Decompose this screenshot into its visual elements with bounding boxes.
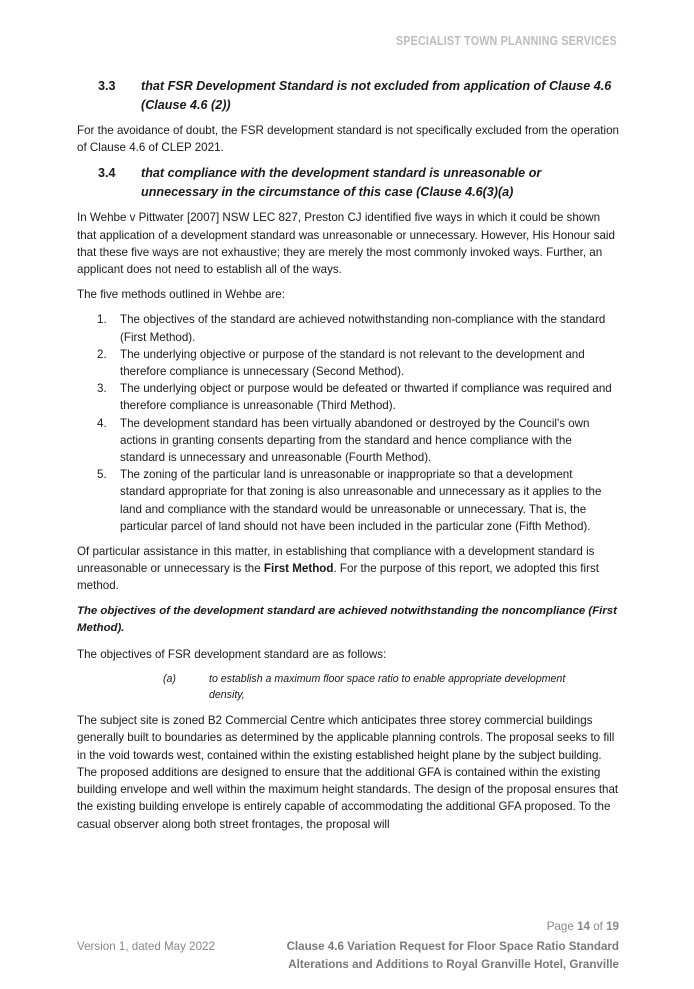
paragraph-wehbe-intro: In Wehbe v Pittwater [2007] NSW LEC 827, Preston CJ identified five ways in which it could be shown that application of a development standard was unreasonable or unnecessary. However, His Honour said that these five ways are not exhaustive; they are merely the most commonly invoked ways. Further, an applicant does not need to establish all of the ways. bbox=[77, 211, 615, 277]
text-run: . For the purpose of this report, we adopted this first method. bbox=[77, 562, 599, 593]
list-number: 5. bbox=[97, 468, 107, 482]
list-number: 4. bbox=[97, 416, 107, 430]
list-item bbox=[77, 311, 619, 345]
list-item bbox=[77, 415, 619, 467]
bold-first-method: First Method bbox=[263, 562, 334, 576]
list-item bbox=[77, 380, 619, 414]
list-text: The underlying objective or purpose of the standard is not relevant to the development and therefore compliance is unnecessary (Second Method). bbox=[120, 347, 585, 379]
header-brand: SPECIALIST TOWN PLANNING SERVICES bbox=[396, 34, 617, 48]
list-item bbox=[77, 346, 619, 380]
list-text: The objectives of the standard are achieved notwithstanding non-compliance with the standard (First Method). bbox=[120, 313, 606, 344]
page-prefix: Page bbox=[546, 920, 578, 933]
section-title: that FSR Development Standard is not excluded from application of Clause 4.6 (Clause 4.6 (2)) bbox=[141, 79, 612, 112]
document-title-line-2: Alterations and Additions to Royal Granville Hotel, Granville bbox=[288, 958, 619, 971]
section-3-3-heading bbox=[77, 77, 619, 115]
section-title: that compliance with the development standard is unreasonable or unnecessary in the circumstance of this case (Clause 4.6(3)(a) bbox=[141, 166, 542, 200]
paragraph-fsr-not-excluded: For the avoidance of doubt, the FSR development standard is not specifically excluded from the operation of Clause 4.6 of CLEP 2021. bbox=[77, 124, 619, 155]
document-title-line-1: Clause 4.6 Variation Request for Floor Space Ratio Standard bbox=[286, 940, 619, 953]
document-body bbox=[77, 77, 619, 841]
list-text: The development standard has been virtually abandoned or destroyed by the Council's own actions in granting consents departing from the standard and hence compliance with the standard is unnecessary and unreasonable (Fourth Method). bbox=[120, 416, 590, 465]
text-run: Of particular assistance in this matter, in establishing that compliance with a development standard is unreasonable or unnecessary is the bbox=[77, 545, 595, 576]
page-current: 14 bbox=[577, 920, 590, 933]
page-total: 19 bbox=[606, 920, 619, 933]
list-text: The underlying object or purpose would be defeated or thwarted if compliance was required and therefore compliance is unreasonable (Third Method). bbox=[120, 382, 612, 413]
version-text: Version 1, dated May 2022 bbox=[77, 940, 215, 953]
subheading-first-method: The objectives of the development standard are achieved notwithstanding the noncompliance (First Method). bbox=[77, 604, 617, 634]
objective-quote bbox=[77, 671, 619, 703]
list-number: 1. bbox=[97, 313, 107, 327]
section-number: 3.4 bbox=[98, 166, 116, 181]
objective-label: (a) bbox=[163, 673, 176, 686]
paragraph-subject-site: The subject site is zoned B2 Commercial Centre which anticipates three storey commercial buildings generally built to boundaries as determined by the applicable planning controls. The proposal seeks to fill in the void towards west, contained within the existing established height plane by the subject building. The proposed additions are designed to ensure that the additional GFA is contained within the existing building envelope and well within the maximum height standards. The design of the proposal ensures that the existing building envelope is entirely capable of accommodating the additional GFA proposed. To the casual observer along both street frontages, the proposal will bbox=[77, 714, 619, 831]
section-number: 3.3 bbox=[98, 79, 116, 93]
paragraph-five-methods: The five methods outlined in Wehbe are: bbox=[77, 288, 285, 302]
paragraph-first-method bbox=[77, 543, 619, 595]
list-item bbox=[77, 466, 619, 535]
page-sep: of bbox=[589, 920, 607, 933]
objective-text: to establish a maximum floor space ratio to enable appropriate development density, bbox=[209, 673, 566, 702]
list-number: 2. bbox=[97, 347, 107, 361]
section-3-4-heading bbox=[77, 164, 619, 202]
paragraph-objectives-intro: The objectives of FSR development standard are as follows: bbox=[77, 648, 387, 662]
list-text: The zoning of the particular land is unreasonable or inappropriate so that a development standard appropriate for that zoning is also unreasonable and unnecessary as it applies to the land and compliance with the standard would be unreasonable or unnecessary. That is, the particular parcel of land should not have been included in the particular zone (Fifth Method). bbox=[120, 468, 602, 533]
page-number bbox=[547, 920, 619, 933]
list-number: 3. bbox=[97, 382, 107, 396]
methods-list bbox=[77, 311, 619, 535]
